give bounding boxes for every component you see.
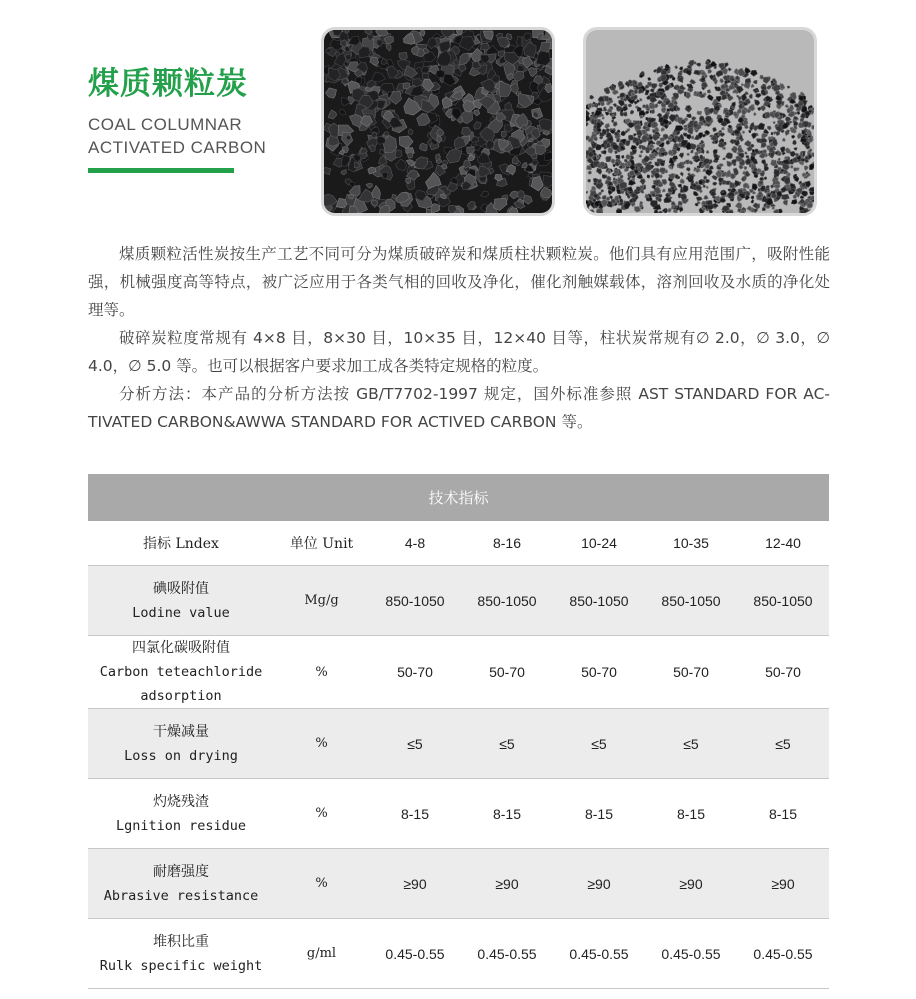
table-row <box>88 849 829 919</box>
row-unit: % <box>274 849 369 919</box>
row-value: 0.45-0.55 <box>553 919 645 989</box>
row-name-en: Lgnition residue <box>115 817 247 834</box>
row-name-cn: 干燥减量 <box>153 723 209 740</box>
row-value: 50-70 <box>369 636 461 709</box>
row-value: ≥90 <box>369 849 461 919</box>
row-unit: % <box>274 779 369 849</box>
row-index-name <box>88 849 274 919</box>
row-value: 850-1050 <box>645 566 737 636</box>
row-name-cn: 堆积比重 <box>153 933 209 950</box>
row-value: 50-70 <box>461 636 553 709</box>
row-index-name <box>88 709 274 779</box>
row-value: 0.45-0.55 <box>369 919 461 989</box>
row-value: 8-15 <box>553 779 645 849</box>
header-spec: 12-40 <box>737 521 829 566</box>
row-index-name <box>88 566 274 636</box>
header-unit: 单位 Unit <box>274 521 369 566</box>
row-index-name <box>88 779 274 849</box>
row-name-cn: 四氯化碳吸附值 <box>132 640 230 656</box>
table-row <box>88 709 829 779</box>
product-title-en-line2: ACTIVATED CARBON <box>88 138 267 157</box>
table-row <box>88 566 829 636</box>
description-paragraph-2: 破碎炭粒度常规有 4×8 目，8×30 目，10×35 目，12×40 目等，柱状炭常规有∅ 2.0，∅ 3.0，∅ 4.0，∅ 5.0 等。也可以根据客户要求加工成各类特定规格的粒度。 <box>88 329 830 375</box>
spec-table <box>88 474 829 989</box>
row-unit: g/ml <box>274 919 369 989</box>
row-value: ≥90 <box>461 849 553 919</box>
title-underline <box>88 168 234 173</box>
header-spec: 4-8 <box>369 521 461 566</box>
table-row <box>88 779 829 849</box>
row-index-name <box>88 636 274 709</box>
row-value: ≤5 <box>737 709 829 779</box>
row-name-cn: 耐磨强度 <box>153 863 209 880</box>
row-unit: Mg/g <box>274 566 369 636</box>
header-spec: 8-16 <box>461 521 553 566</box>
header-spec: 10-24 <box>553 521 645 566</box>
row-index-name <box>88 919 274 989</box>
row-name-en: Carbon teteachloride adsorption <box>99 664 263 704</box>
product-title-en <box>88 113 266 159</box>
row-value: 50-70 <box>645 636 737 709</box>
header-index: 指标 Lndex <box>88 521 274 566</box>
row-value: ≤5 <box>645 709 737 779</box>
description-paragraph-1: 煤质颗粒活性炭按生产工艺不同可分为煤质破碎炭和煤质柱状颗粒炭。他们具有应用范围广，吸附性能强，机械强度高等特点，被广泛应用于各类气相的回收及净化，催化剂触媒载体，溶剂回收及水质的净化处理等。 <box>88 245 830 319</box>
row-value: 850-1050 <box>553 566 645 636</box>
row-name-en: Loss on drying <box>124 747 238 764</box>
row-value: ≤5 <box>461 709 553 779</box>
row-unit: % <box>274 709 369 779</box>
product-title-en-line1: COAL COLUMNAR <box>88 115 243 134</box>
header-spec: 10-35 <box>645 521 737 566</box>
product-description <box>88 240 830 436</box>
row-value: ≥90 <box>645 849 737 919</box>
table-header-row <box>88 521 829 566</box>
row-value: 850-1050 <box>737 566 829 636</box>
row-value: 8-15 <box>645 779 737 849</box>
product-title-cn: 煤质颗粒炭 <box>88 66 248 102</box>
row-value: 8-15 <box>737 779 829 849</box>
row-value: ≥90 <box>553 849 645 919</box>
row-value: 50-70 <box>737 636 829 709</box>
table-row <box>88 636 829 709</box>
table-caption: 技术指标 <box>88 474 829 521</box>
granular-coal-carbon-pile-photo <box>583 27 817 216</box>
row-value: 850-1050 <box>461 566 553 636</box>
row-unit: % <box>274 636 369 709</box>
row-name-cn: 碘吸附值 <box>153 580 209 597</box>
table-row <box>88 919 829 989</box>
row-value: 50-70 <box>553 636 645 709</box>
row-value: ≥90 <box>737 849 829 919</box>
row-name-cn: 灼烧残渣 <box>153 793 209 810</box>
row-value: ≤5 <box>553 709 645 779</box>
row-value: 850-1050 <box>369 566 461 636</box>
description-paragraph-3: 分析方法：本产品的分析方法按 GB/T7702-1997 规定，国外标准参照 AST STANDARD FOR AC-TIVATED CARBON&AWWA STANDARD FOR ACTIVED CARBON 等。 <box>88 385 830 431</box>
row-value: 0.45-0.55 <box>737 919 829 989</box>
crushed-coal-carbon-photo <box>321 27 555 216</box>
row-value: 0.45-0.55 <box>645 919 737 989</box>
row-name-en: Abrasive resistance <box>103 887 259 904</box>
row-name-en: Lodine value <box>132 604 230 621</box>
row-value: ≤5 <box>369 709 461 779</box>
row-value: 8-15 <box>461 779 553 849</box>
row-value: 0.45-0.55 <box>461 919 553 989</box>
row-value: 8-15 <box>369 779 461 849</box>
row-name-en: Rulk specific weight <box>99 957 263 974</box>
